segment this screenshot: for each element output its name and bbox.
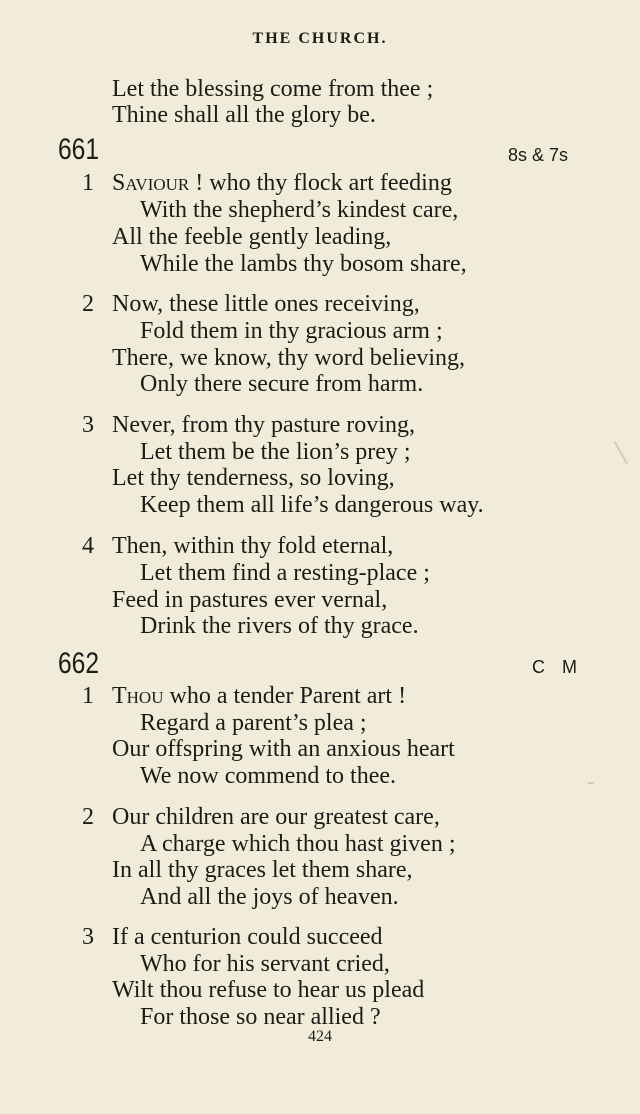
verse-line: All the feeble gently leading, — [112, 224, 392, 250]
verse-number: 2 — [82, 804, 94, 830]
verse-line: We now commend to thee. — [140, 763, 396, 789]
verse-line: For those so near allied ? — [140, 1004, 381, 1030]
verse-line: In all thy graces let them share, — [112, 857, 413, 883]
verse-number: 1 — [82, 170, 94, 196]
verse-first-rest: ! who thy flock art feeding — [189, 170, 452, 196]
verse-line: A charge which thou hast given ; — [140, 831, 456, 857]
verse-first-word: Thou — [112, 683, 164, 709]
verse-line: With the shepherd’s kindest care, — [140, 197, 459, 223]
verse-line: Wilt thou refuse to hear us plead — [112, 977, 425, 1003]
verse-number: 2 — [82, 291, 94, 317]
verse-number: 4 — [82, 533, 94, 559]
verse-number: 3 — [82, 924, 94, 950]
verse-line: Fold them in thy gracious arm ; — [140, 318, 443, 344]
verse-line: While the lambs thy bosom share, — [140, 251, 467, 277]
verse-line: Regard a parent’s plea ; — [140, 710, 367, 736]
show-through-mark — [614, 441, 629, 465]
verse-line: Keep them all life’s dangerous way. — [140, 492, 484, 518]
hymn-meter: 8s & 7s — [508, 145, 569, 165]
hymn-number: 661 — [58, 133, 100, 166]
verse-line: Feed in pastures ever vernal, — [112, 587, 388, 613]
page-number: 424 — [308, 1028, 332, 1045]
verse-line: Let them be the lion’s prey ; — [140, 439, 411, 465]
verse-line: Let them find a resting-place ; — [140, 560, 430, 586]
verse-line: Our children are our greatest care, — [112, 804, 440, 830]
verse-line: Never, from thy pasture roving, — [112, 412, 415, 438]
verse-line: Now, these little ones receiving, — [112, 291, 420, 317]
verse-number: 1 — [82, 683, 94, 709]
running-header: THE CHURCH. — [252, 30, 388, 47]
verse-line: Let thy tenderness, so loving, — [112, 465, 395, 491]
verse-line: Only there secure from harm. — [140, 371, 424, 397]
verse-line — [112, 683, 406, 709]
verse-line: Who for his servant cried, — [140, 951, 390, 977]
verse-line: Drink the rivers of thy grace. — [140, 613, 419, 639]
verse-line: Our offspring with an anxious heart — [112, 736, 455, 762]
verse-first-word: Saviour — [112, 170, 190, 196]
verse-first-rest: who a tender Parent art ! — [163, 683, 407, 709]
verse-line: Then, within thy fold eternal, — [112, 533, 394, 559]
carryover-line: Let the blessing come from thee ; — [112, 76, 434, 102]
hymn-number: 662 — [58, 647, 100, 680]
verse-line: There, we know, thy word believing, — [112, 345, 466, 371]
hymn-meter: C M — [532, 657, 583, 677]
verse-line: If a centurion could succeed — [112, 924, 383, 950]
verse-line — [112, 170, 452, 196]
verse-line: And all the joys of heaven. — [140, 884, 399, 910]
carryover-line: Thine shall all the glory be. — [112, 102, 376, 128]
show-through-mark — [588, 782, 594, 784]
verse-number: 3 — [82, 412, 94, 438]
